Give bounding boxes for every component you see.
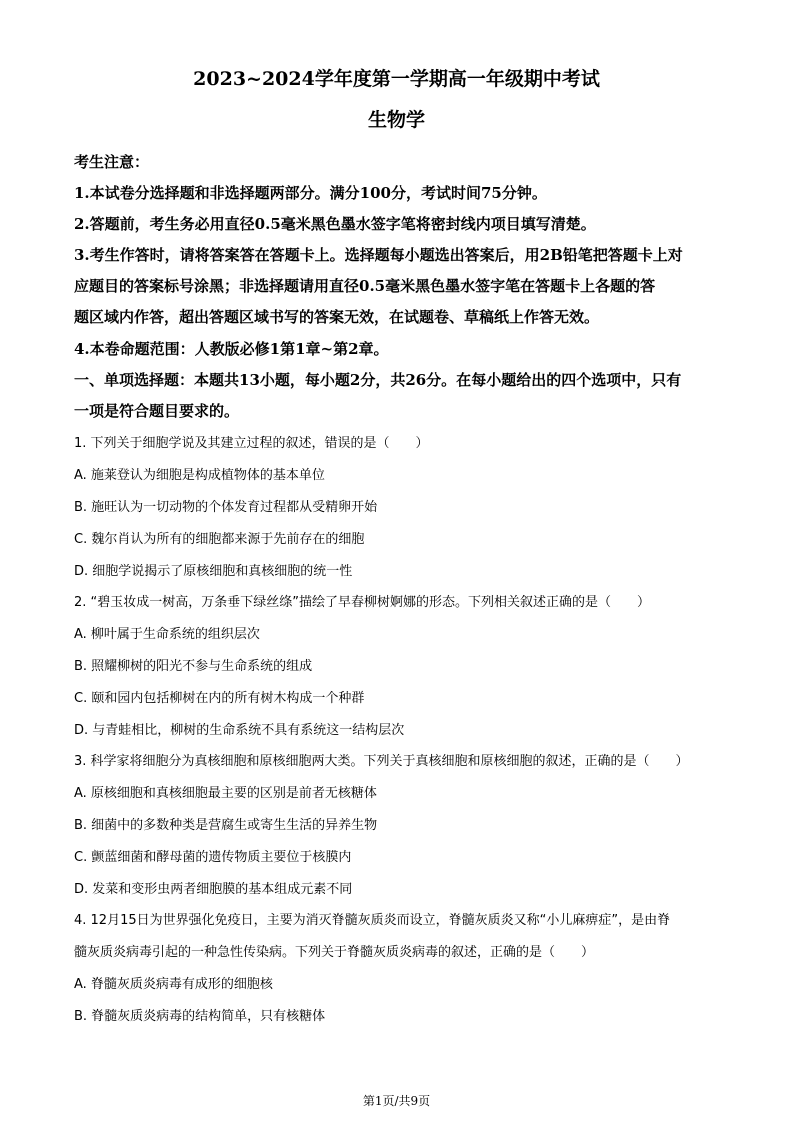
- question-option: D. 细胞学说揭示了原核细胞和真核细胞的统一性: [74, 564, 353, 579]
- question-stem: 4. 12月15日为世界强化免疫日，主要为消灭脊髓灰质炎而设立，脊髓灰质炎又称“小儿麻痹症”，是由脊: [74, 913, 671, 928]
- question-option: C. 魏尔肖认为所有的细胞都来源于先前存在的细胞: [74, 532, 365, 547]
- question-option: A. 脊髓灰质炎病毒有成形的细胞核: [74, 977, 273, 992]
- question-stem: 3. 科学家将细胞分为真核细胞和原核细胞两大类。下列关于真核细胞和原核细胞的叙述，正确的是（ ）: [74, 754, 689, 769]
- question-option: A. 施莱登认为细胞是构成植物体的基本单位: [74, 468, 325, 483]
- question-stem: 1. 下列关于细胞学说及其建立过程的叙述，错误的是（ ）: [74, 436, 429, 451]
- question-option: B. 照耀柳树的阳光不参与生命系统的组成: [74, 659, 313, 674]
- question-option: C. 颐和园内包括柳树在内的所有树木构成一个种群: [74, 691, 365, 706]
- notice-heading: 考生注意：: [74, 153, 150, 171]
- question-stem: 2. “碧玉妆成一树高，万条垂下绿丝绦”描绘了早春柳树婀娜的形态。下列相关叙述正确的是（ ）: [74, 595, 651, 610]
- question-option: C. 颤蓝细菌和酵母菌的遗传物质主要位于核膜内: [74, 850, 352, 865]
- notice-line: 2.答题前，考生务必用直径0.5毫米黑色墨水签字笔将密封线内项目填写清楚。: [74, 215, 596, 233]
- section-heading: 一项是符合题目要求的。: [74, 402, 240, 420]
- exam-title: 2023~2024学年度第一学期高一年级期中考试: [193, 68, 600, 90]
- notice-line: 应题目的答案标号涂黑；非选择题请用直径0.5毫米黑色墨水签字笔在答题卡上各题的答: [74, 277, 656, 295]
- question-option: B. 细菌中的多数种类是营腐生或寄生生活的异养生物: [74, 818, 378, 833]
- section-heading: 一、单项选择题：本题共13小题，每小题2分，共26分。在每小题给出的四个选项中，只有: [74, 371, 682, 389]
- subject-title: 生物学: [367, 109, 425, 131]
- question-stem: 髓灰质炎病毒引起的一种急性传染病。下列关于脊髓灰质炎病毒的叙述，正确的是（ ）: [74, 945, 595, 960]
- question-option: A. 原核细胞和真核细胞最主要的区别是前者无核糖体: [74, 786, 377, 801]
- question-option: A. 柳叶属于生命系统的组织层次: [74, 627, 260, 642]
- question-option: B. 施旺认为一切动物的个体发育过程都从受精卵开始: [74, 500, 378, 515]
- notice-line: 题区域内作答，超出答题区域书写的答案无效，在试题卷、草稿纸上作答无效。: [74, 308, 600, 326]
- question-option: B. 脊髓灰质炎病毒的结构简单，只有核糖体: [74, 1009, 326, 1024]
- notice-line: 3.考生作答时，请将答案答在答题卡上。选择题每小题选出答案后，用2B铅笔把答题卡上对: [74, 246, 683, 264]
- question-option: D. 与青蛙相比，柳树的生命系统不具有系统这一结构层次: [74, 723, 405, 738]
- notice-line: 1.本试卷分选择题和非选择题两部分。满分100分，考试时间75分钟。: [74, 184, 547, 202]
- page-number: 第1页/共9页: [362, 1094, 431, 1108]
- question-option: D. 发菜和变形虫两者细胞膜的基本组成元素不同: [74, 882, 353, 897]
- notice-line: 4.本卷命题范围：人教版必修1第1章~第2章。: [74, 340, 389, 358]
